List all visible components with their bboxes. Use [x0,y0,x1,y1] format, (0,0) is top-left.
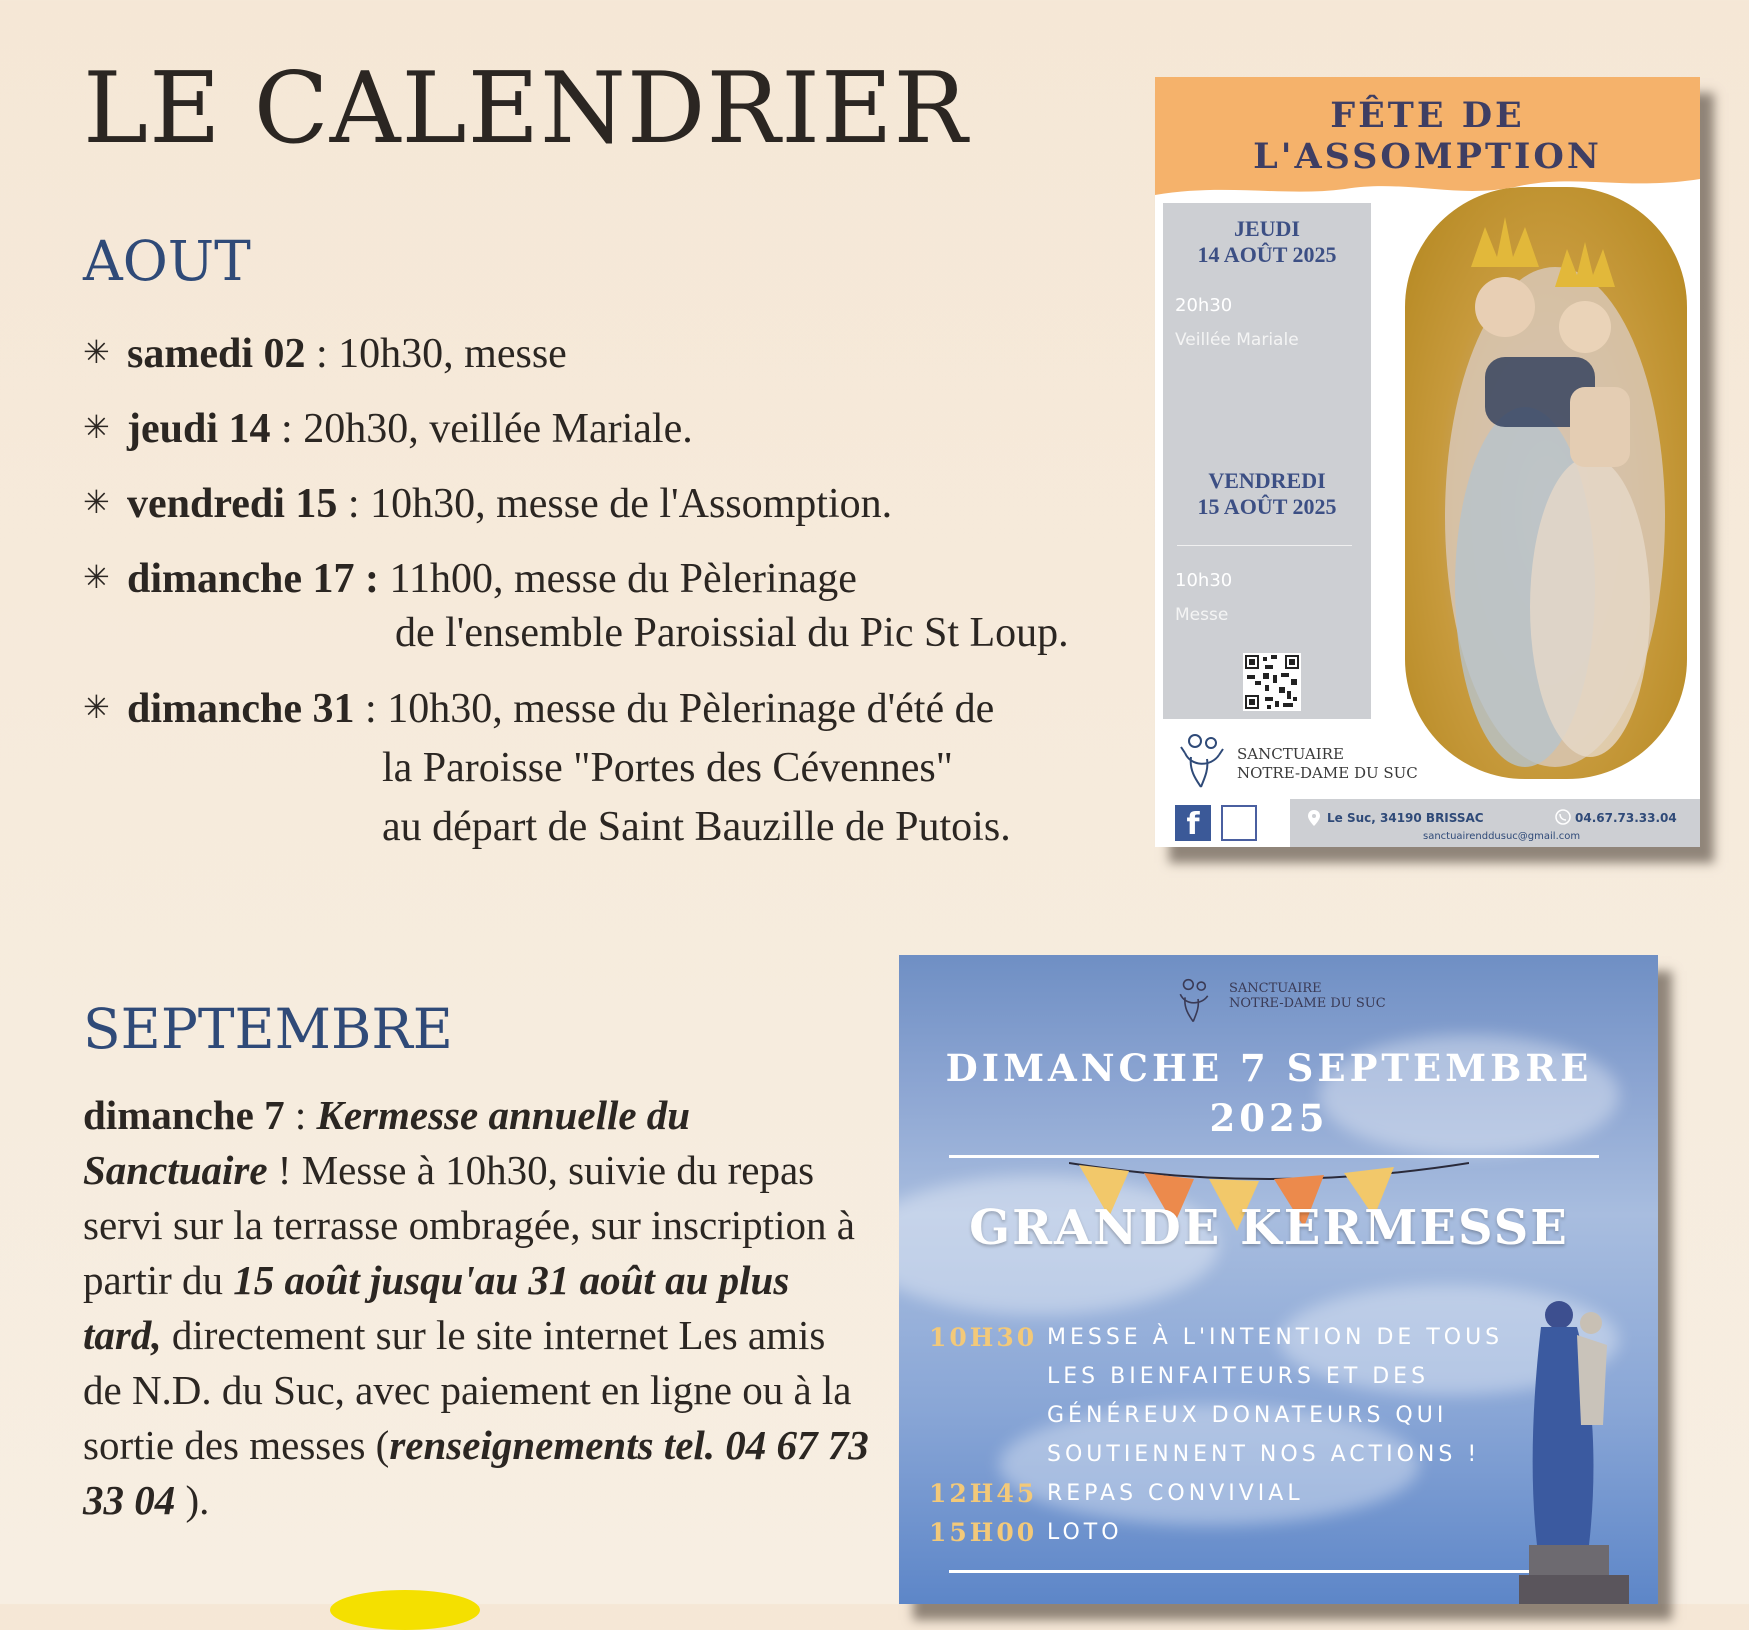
sanctuary-name [1237,745,1418,783]
date-line: DIMANCHE 7 SEPTEMBRE [945,1046,1593,1090]
event-day: dimanche 31 [127,686,355,732]
event-continuation: de l'ensemble Paroissial du Pic St Loup. [395,610,1069,656]
event-separator: : [284,1092,317,1138]
event-separator [379,556,390,602]
contact-info: renseignements tel. 04 67 73 33 04 [83,1422,869,1523]
event-text: 20h30, veillée Mariale. [303,406,693,452]
event-text: 11h00, messe du Pèlerinage [389,556,857,602]
asterisk-icon: ✳ [83,689,110,725]
date-line: 2025 [1209,1096,1329,1140]
sanctuary-logo-icon [1171,727,1233,791]
sanctuary-name [1229,981,1386,1011]
address-text: Le Suc, 34190 BRISSAC [1327,811,1484,825]
logo-line: NOTRE-DAME DU SUC [1229,996,1386,1011]
asterisk-icon: ✳ [83,409,110,445]
event-text: 10h30, messe du Pèlerinage d'été de [387,686,995,732]
month-heading-aout: AOUT [83,229,251,293]
event-item [83,553,857,606]
asterisk-icon: ✳ [83,334,110,370]
website-icon[interactable] [1221,805,1257,841]
date-day: JEUDI [1233,216,1300,241]
asterisk-icon: ✳ [83,484,110,520]
event-time: 20h30 [1175,295,1233,316]
schedule-time: 10H30 [929,1323,1038,1352]
event-text: 10h30, messe [338,331,567,377]
paragraph-text: ). [175,1477,210,1523]
logo-line: NOTRE-DAME DU SUC [1237,764,1418,782]
kermesse-poster [899,955,1658,1604]
event-label: Veillée Mariale [1175,330,1299,350]
location-pin-icon [1307,809,1321,827]
event-item [83,478,892,531]
schedule-text: LES BIENFAITEURS ET DES [1047,1364,1430,1389]
event-item [83,683,994,736]
date-full: 15 AOÛT 2025 [1197,494,1337,519]
virgin-statue-image [1519,1275,1629,1604]
event-text: 10h30, messe de l'Assomption. [370,481,893,527]
event-item [83,403,693,456]
logo-line: SANCTUAIRE [1237,745,1344,763]
decorative-shape [330,1590,480,1630]
event-day: dimanche 7 [83,1092,285,1138]
paragraph-text: directement sur le site internet Les amis de N.D. du Suc, avec paiement en ligne ou à la sortie des messes ( [83,1312,852,1468]
septembre-paragraph [83,1088,873,1528]
schedule-text: SOUTIENNENT NOS ACTIONS ! [1047,1442,1481,1467]
virgin-and-child-statue-image [1405,187,1687,779]
divider [1177,545,1352,546]
facebook-icon[interactable]: f [1175,805,1211,841]
sanctuary-logo-icon [1169,967,1219,1031]
poster-title: FÊTE DE L'ASSOMPTION [1253,95,1602,177]
asterisk-icon: ✳ [83,559,110,595]
event-item [83,328,567,381]
event-time: 10h30 [1175,570,1233,591]
schedule-text: GÉNÉREUX DONATEURS QUI [1047,1403,1448,1428]
month-heading-septembre: SEPTEMBRE [83,997,453,1061]
event-label: Messe [1175,605,1229,625]
page-title: LE CALENDRIER [83,52,969,166]
paragraph-text: ! Messe à 10h30, suivie du repas servi sur la terrasse ombragée, sur inscription à partir du [83,1147,855,1303]
phone-number: 04.67.73.33.04 [1575,811,1677,825]
event-day: dimanche 17 : [127,556,379,602]
schedule-panel [1163,203,1371,719]
schedule-text: LOTO [1047,1520,1123,1545]
schedule-text: MESSE À L'INTENTION DE TOUS [1047,1325,1504,1350]
poster-title: GRANDE KERMESSE [969,1200,1569,1256]
schedule-time: 12H45 [929,1479,1038,1508]
event-day: samedi 02 [127,331,306,377]
date-full: 14 AOÛT 2025 [1197,242,1337,267]
schedule-time: 15H00 [929,1518,1038,1547]
schedule-text: REPAS CONVIVIAL [1047,1481,1304,1506]
logo-line: SANCTUAIRE [1229,981,1322,996]
event-day: vendredi 15 [127,481,338,527]
assomption-poster [1155,77,1700,847]
kermesse-name: Kermesse annuelle du Sanctuaire [83,1092,691,1193]
event-separator: : [305,331,339,377]
event-continuation: au départ de Saint Bauzille de Putois. [382,804,1011,850]
event-date [899,1043,1639,1143]
event-separator: : [354,686,388,732]
divider [949,1570,1569,1573]
event-day: jeudi 14 [127,406,271,452]
inscription-dates: 15 août jusqu'au 31 août au plus tard, [83,1257,790,1358]
event-continuation: la Paroisse "Portes des Cévennes" [382,745,953,791]
event-separator: : [270,406,304,452]
date-day: VENDREDI [1208,468,1326,493]
phone-icon [1555,809,1571,825]
qr-code-icon[interactable] [1243,653,1301,711]
event-separator: : [337,481,371,527]
email-link[interactable]: sanctuairenddusuc@gmail.com [1423,831,1581,842]
